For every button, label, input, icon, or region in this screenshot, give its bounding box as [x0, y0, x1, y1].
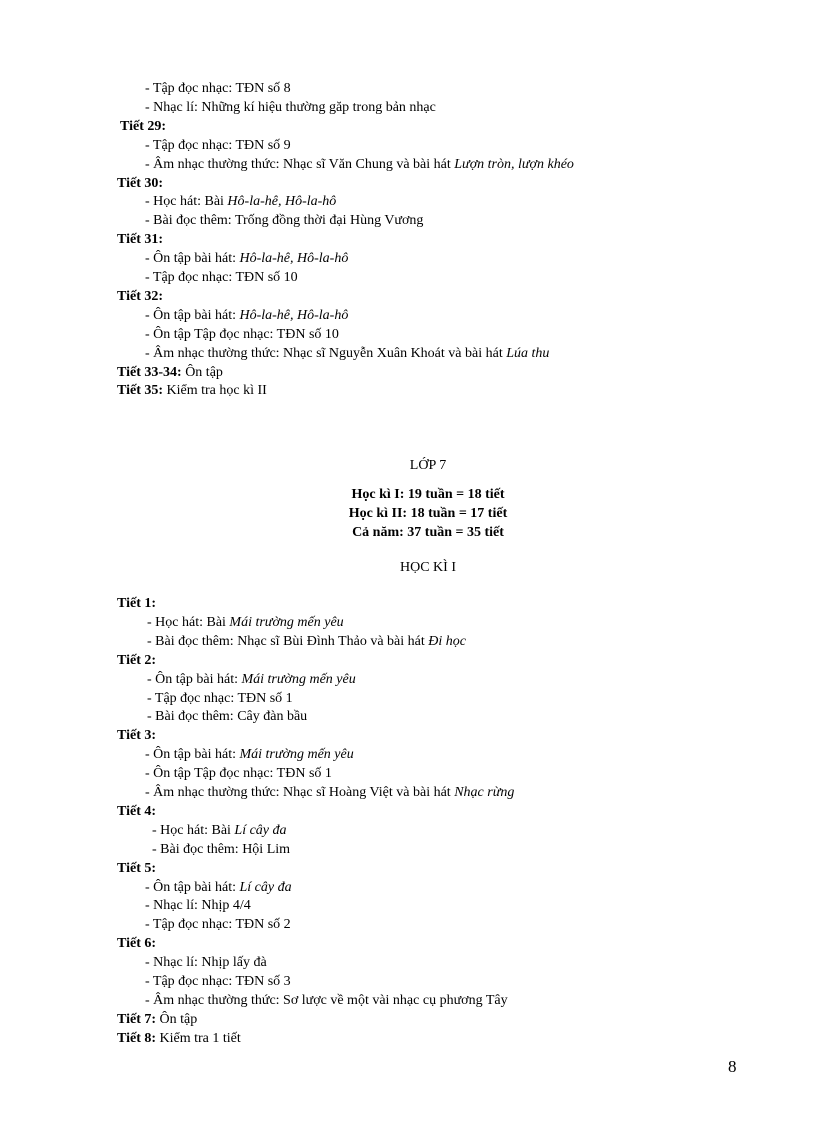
- lesson-text: - Nhạc lí: Nhịp 4/4: [145, 898, 251, 914]
- lesson-heading: [117, 594, 156, 613]
- lesson-number: Tiết 3:: [117, 728, 157, 744]
- lesson-text: - Ôn tập bài hát:: [145, 879, 240, 895]
- song-title: Mái trường mến yêu: [241, 671, 356, 687]
- lesson-text: Kiểm tra 1 tiết: [156, 1030, 241, 1046]
- song-title: Mái trường mến yêu: [239, 747, 354, 763]
- lesson-text: - Ôn tập bài hát:: [145, 307, 240, 323]
- lesson-text: - Ôn tập Tập đọc nhạc: TĐN số 10: [145, 326, 339, 342]
- lesson-item: [145, 915, 291, 934]
- lesson-text: - Ôn tập Tập đọc nhạc: TĐN số 1: [145, 766, 332, 782]
- lesson-heading: [117, 1029, 241, 1048]
- lesson-text: - Tập đọc nhạc: TĐN số 9: [145, 137, 291, 153]
- lesson-item: [147, 613, 344, 632]
- lesson-number: Tiết 6:: [117, 936, 157, 952]
- lesson-text: - Âm nhạc thường thức: Nhạc sĩ Văn Chung và bài hát: [145, 156, 455, 172]
- lesson-number: Tiết 2:: [117, 652, 157, 668]
- lesson-text: - Tập đọc nhạc: TĐN số 10: [145, 270, 298, 285]
- lesson-number: Tiết 31:: [117, 232, 164, 248]
- lesson-heading: [117, 363, 223, 382]
- lesson-heading: [117, 726, 156, 745]
- lesson-text: - Nhạc lí: Nhịp lấy đà: [145, 955, 267, 971]
- lesson-number: Tiết 1:: [117, 596, 157, 611]
- semester-2-summary: Học kì II: 18 tuần = 17 tiết: [348, 506, 508, 521]
- year-summary: Cả năm: 37 tuần = 35 tiết: [352, 525, 504, 540]
- lesson-text: - Bài đọc thêm: Cây đàn bầu: [147, 709, 308, 725]
- lesson-item: [145, 79, 291, 98]
- lesson-text: - Học hát: Bài: [152, 822, 235, 838]
- lesson-heading: [117, 174, 163, 193]
- lesson-number: Tiết 7:: [117, 1011, 157, 1027]
- lesson-item: [145, 306, 348, 325]
- lesson-number: Tiết 33-34:: [117, 364, 182, 380]
- lesson-text: - Tập đọc nhạc: TĐN số 3: [145, 974, 291, 989]
- lesson-text: - Tập đọc nhạc: TĐN số 2: [145, 917, 291, 933]
- lesson-text: - Âm nhạc thường thức: Nhạc sĩ Nguyễn Xuân Khoát và bài hát: [145, 345, 507, 361]
- lesson-text: - Tập đọc nhạc: TĐN số 8: [145, 81, 291, 96]
- lesson-item: [145, 155, 574, 174]
- lesson-number: Tiết 35:: [117, 383, 164, 399]
- lesson-item: [145, 136, 291, 155]
- lesson-item: [147, 670, 356, 689]
- lesson-item: [145, 991, 508, 1010]
- lesson-text: - Ôn tập bài hát:: [147, 671, 242, 687]
- grade-title: LỚP 7: [409, 458, 447, 473]
- song-title: Lí cây đa: [239, 879, 292, 895]
- song-title: Lúa thu: [506, 345, 550, 361]
- lesson-number: Tiết 8:: [117, 1030, 157, 1046]
- song-title: Lí cây đa: [234, 822, 287, 838]
- song-title: Nhạc rừng: [454, 785, 515, 800]
- lesson-text: - Nhạc lí: Những kí hiệu thường găp trong bản nhạc: [145, 99, 436, 115]
- lesson-item: [145, 268, 298, 287]
- lesson-item: [145, 98, 436, 117]
- lesson-item: [147, 632, 466, 651]
- lesson-heading: [117, 859, 156, 878]
- lesson-item: [145, 192, 336, 211]
- lesson-heading: [117, 381, 267, 400]
- lesson-item: [145, 344, 549, 363]
- lesson-item: [145, 745, 354, 764]
- song-title: Hô-la-hê, Hô-la-hô: [239, 307, 349, 323]
- lesson-text: Ôn tập: [156, 1011, 198, 1027]
- lesson-text: - Học hát: Bài: [147, 614, 230, 630]
- song-title: Hô-la-hê, Hô-la-hô: [227, 194, 337, 210]
- song-title: Lượn tròn, lượn khéo: [454, 156, 574, 172]
- lesson-heading: [117, 934, 156, 953]
- lesson-item: [145, 972, 291, 991]
- lesson-text: - Ôn tập bài hát:: [145, 251, 240, 267]
- song-title: Đi học: [428, 633, 466, 649]
- lesson-text: - Tập đọc nhạc: TĐN số 1: [147, 690, 293, 706]
- lesson-text: - Bài đọc thêm: Trống đồng thời đại Hùng Vương: [145, 213, 424, 229]
- lesson-number: Tiết 32:: [117, 288, 164, 304]
- lesson-text: - Âm nhạc thường thức: Nhạc sĩ Hoàng Việt và bài hát: [145, 785, 455, 800]
- lesson-number: Tiết 4:: [117, 803, 157, 819]
- lesson-item: [145, 764, 332, 783]
- lesson-item: [152, 840, 290, 859]
- lesson-item: [145, 211, 423, 230]
- song-title: Mái trường mến yêu: [229, 614, 344, 630]
- lesson-number: Tiết 5:: [117, 860, 157, 876]
- semester-1-summary: Học kì I: 19 tuần = 18 tiết: [351, 487, 505, 502]
- lesson-text: - Học hát: Bài: [145, 194, 228, 210]
- lesson-number: Tiết 29:: [120, 118, 167, 134]
- lesson-heading: [117, 287, 163, 306]
- semester-heading: HỌC KÌ I: [400, 560, 456, 575]
- lesson-item: [152, 821, 287, 840]
- lesson-item: [145, 878, 292, 897]
- lesson-text: - Ôn tập bài hát:: [145, 747, 240, 763]
- lesson-heading: [117, 230, 163, 249]
- lesson-item: [145, 783, 514, 802]
- lesson-text: Ôn tập: [181, 364, 223, 380]
- lesson-text: Kiểm tra học kì II: [163, 383, 267, 399]
- lesson-text: - Bài đọc thêm: Nhạc sĩ Bùi Đình Thảo và bài hát: [147, 633, 429, 649]
- lesson-item: [145, 953, 267, 972]
- lesson-text: - Bài đọc thêm: Hội Lim: [152, 841, 291, 857]
- lesson-heading: [117, 1010, 197, 1029]
- lesson-item: [147, 689, 293, 708]
- lesson-item: [145, 325, 339, 344]
- lesson-item: [145, 249, 348, 268]
- lesson-number: Tiết 30:: [117, 175, 164, 191]
- lesson-item: [147, 707, 307, 726]
- lesson-heading: [117, 802, 156, 821]
- lesson-item: [145, 896, 251, 915]
- lesson-text: - Âm nhạc thường thức: Sơ lược về một vài nhạc cụ phương Tây: [145, 992, 508, 1008]
- page-number: 8: [728, 1057, 737, 1076]
- lesson-heading: [120, 117, 166, 136]
- lesson-heading: [117, 651, 156, 670]
- song-title: Hô-la-hê, Hô-la-hô: [239, 251, 349, 267]
